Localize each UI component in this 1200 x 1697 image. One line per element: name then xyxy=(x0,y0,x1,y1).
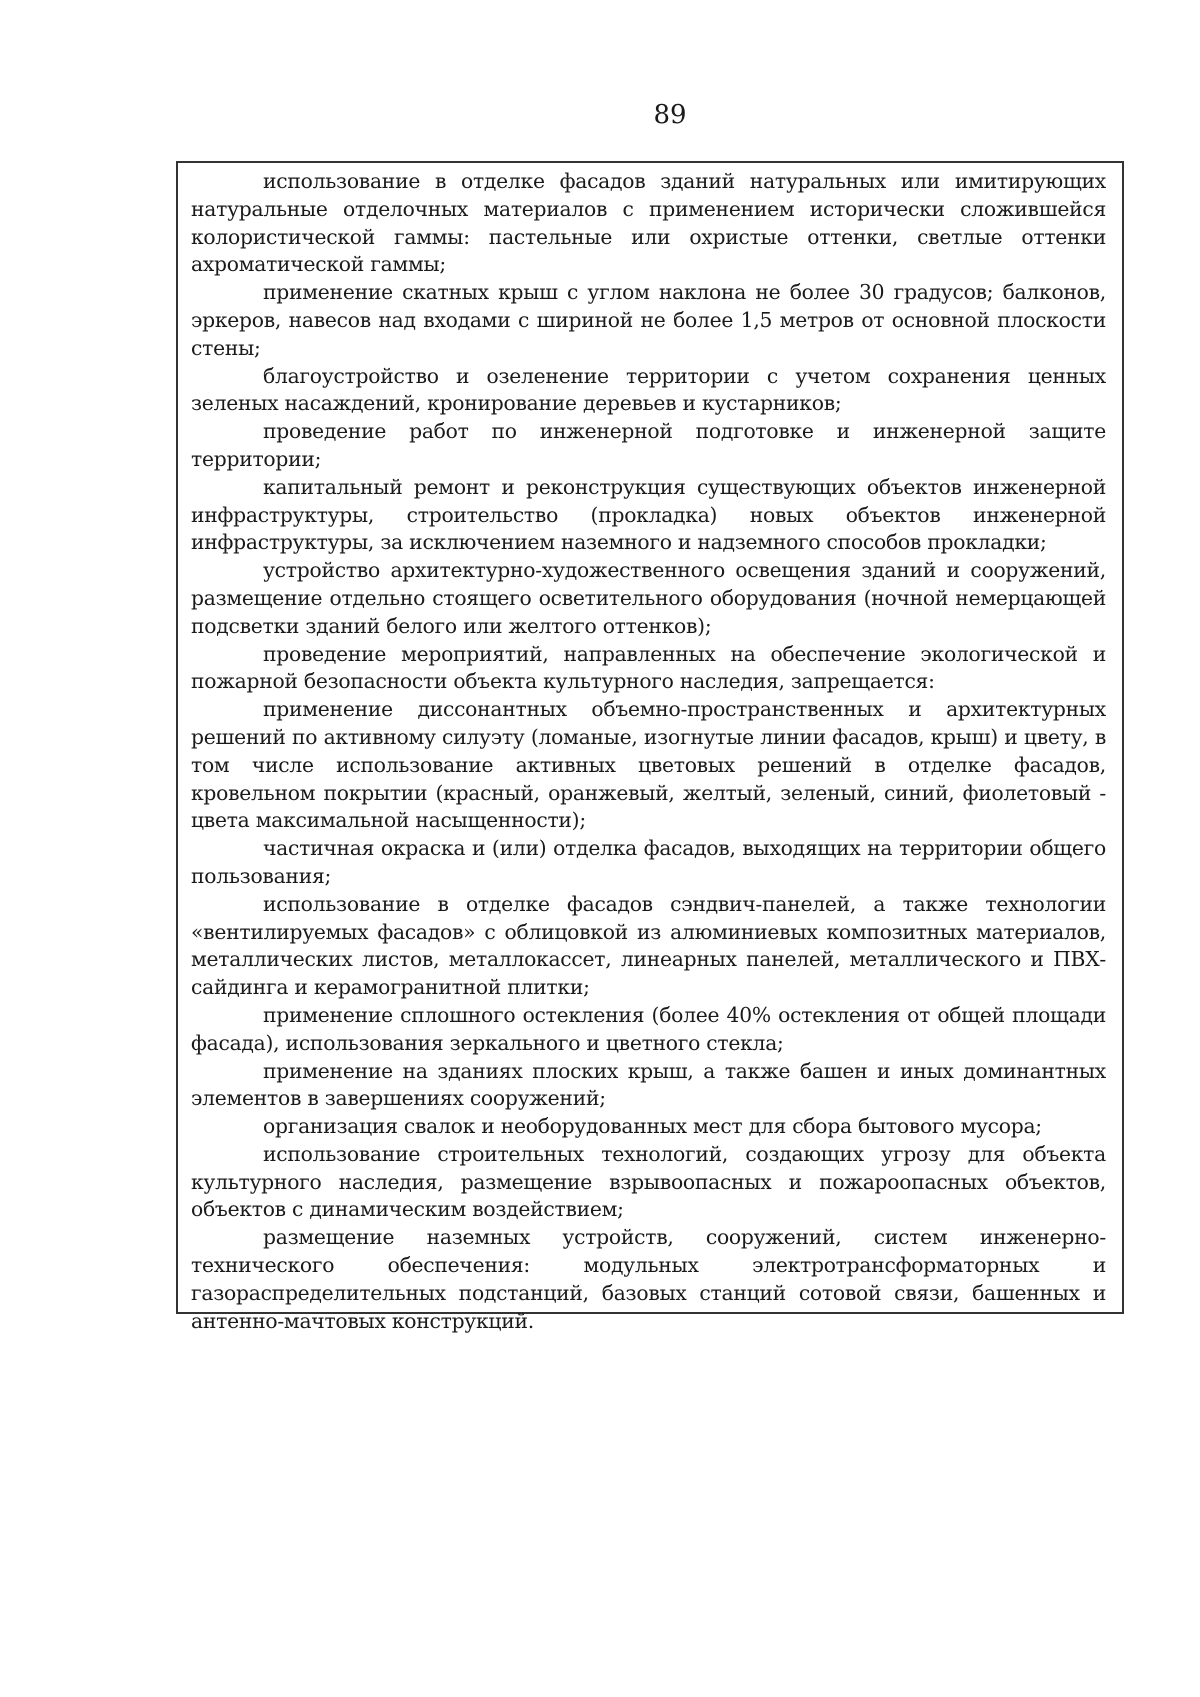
paragraph: размещение наземных устройств, сооружений, систем инженерно-технического обеспечения: модульных электротрансформаторных и газораспределительных подстанций, базовых станций сотовой связи, башенных и антенно-мачтовых конструкций. xyxy=(191,1225,1106,1333)
text-frame xyxy=(176,161,1124,1333)
paragraph: применение скатных крыш с углом наклона не более 30 градусов; балконов, эркеров, навесов над входами с шириной не более 1,5 метров от основной плоскости стены; xyxy=(191,280,1106,360)
paragraph: использование в отделке фасадов сэндвич-панелей, а также технологии «вентилируемых фасадов» с облицовкой из алюминиевых композитных материалов, металлических листов, металлокассет, линеарных панелей, металлического и ПВХ-сайдинга и керамогранитной плитки; xyxy=(191,891,1106,1000)
paragraph: проведение мероприятий, направленных на обеспечение экологической и пожарной безопасности объекта культурного наследия, запрещается: xyxy=(191,641,1106,694)
paragraph: применение сплошного остекления (более 40% остекления от общей площади фасада), использования зеркального и цветного стекла; xyxy=(191,1002,1106,1055)
paragraph: проведение работ по инженерной подготовке и инженерной защите территории; xyxy=(191,419,1106,471)
paragraph: применение диссонантных объемно-пространственных и архитектурных решений по активному силуэту (ломаные, изогнутые линии фасадов, крыш) и цвету, в том числе использование активных цветовых решений в отделке фасадов, кровельном покрытии (красный, оранжевый, желтый, зеленый, синий, фиолетовый - цвета максимальной насыщенности); xyxy=(191,697,1106,833)
paragraph: устройство архитектурно-художественного освещения зданий и сооружений, размещение отдельно стоящего осветительного оборудования (ночной немерцающей подсветки зданий белого или желтого оттенков); xyxy=(191,558,1106,638)
paragraph: использование в отделке фасадов зданий натуральных или имитирующих натуральные отделочных материалов с применением исторически сложившейся колористической гаммы: пастельные или охристые оттенки, светлые оттенки ахроматической гаммы; xyxy=(191,169,1106,277)
paragraph: благоустройство и озеленение территории с учетом сохранения ценных зеленых насаждений, кронирование деревьев и кустарников; xyxy=(191,363,1106,416)
paragraph: частичная окраска и (или) отделка фасадов, выходящих на территории общего пользования; xyxy=(191,836,1106,888)
paragraph: капитальный ремонт и реконструкция существующих объектов инженерной инфраструктуры, строительство (прокладка) новых объектов инженерной инфраструктуры, за исключением наземного и надземного способов прокладки; xyxy=(191,474,1106,555)
page-number: 89 xyxy=(653,100,687,130)
paragraph: использование строительных технологий, создающих угрозу для объекта культурного наследия, размещение взрывоопасных и пожароопасных объектов, объектов с динамическим воздействием; xyxy=(191,1141,1106,1222)
paragraph: организация свалок и необорудованных мест для сбора бытового мусора; xyxy=(263,1114,1042,1139)
paragraph: применение на зданиях плоских крыш, а также башен и иных доминантных элементов в завершениях сооружений; xyxy=(191,1058,1106,1111)
